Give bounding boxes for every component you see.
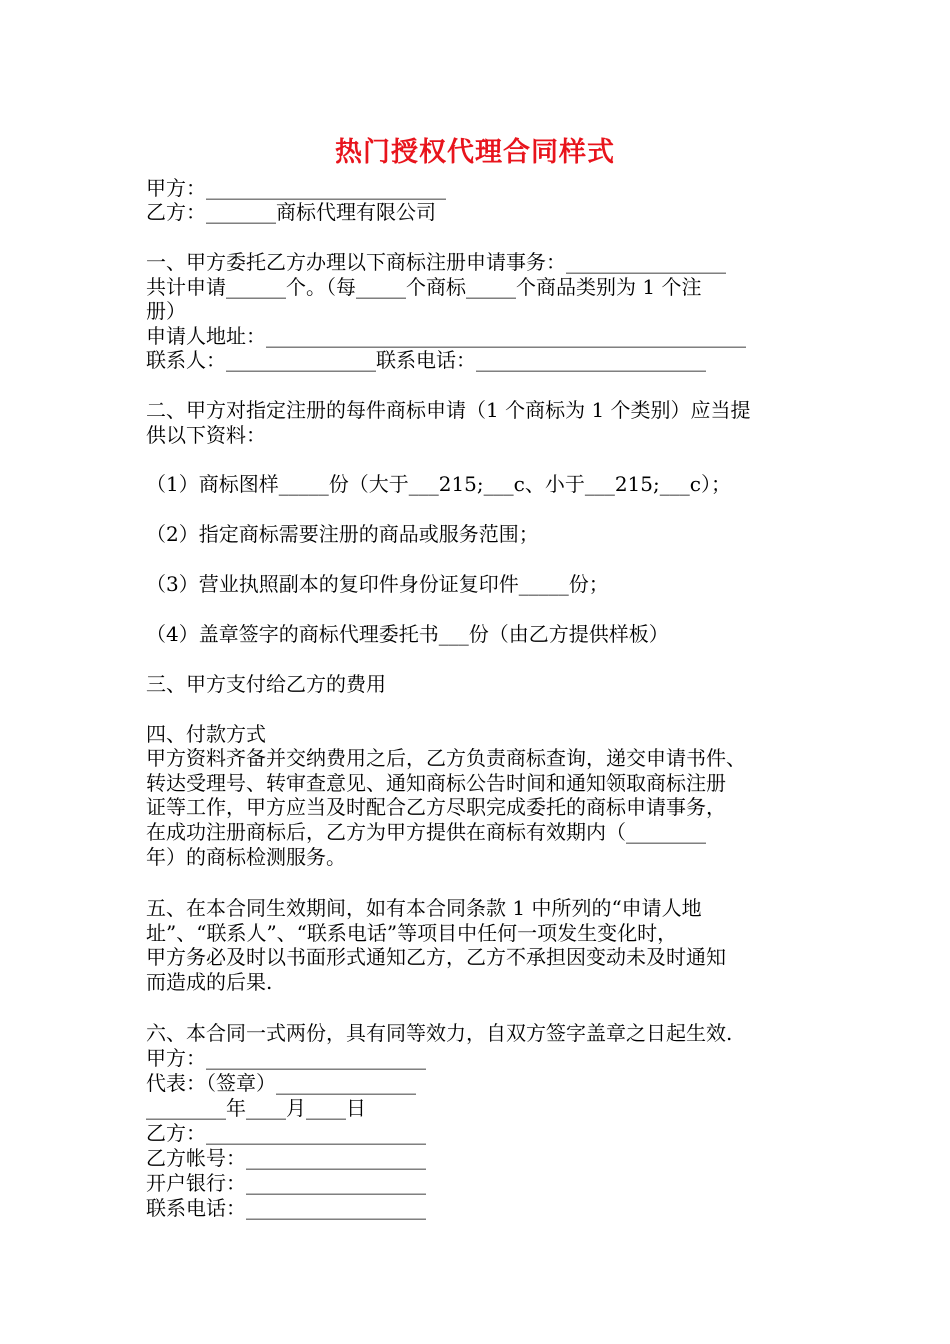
- party-b-account: 乙方帐号：__________________: [146, 1146, 426, 1170]
- signature-party-b: 乙方：______________________: [146, 1121, 426, 1145]
- applicant-address-line: 申请人地址：________________________________________________: [146, 324, 746, 348]
- clause-4-line-1: 甲方资料齐备并交纳费用之后，乙方负责商标查询，递交申请书件、: [146, 746, 746, 770]
- opening-bank: 开户银行：__________________: [146, 1171, 426, 1195]
- clause-5-line-3: 甲方务必及时以书面形式通知乙方，乙方不承担因变动未及时通知: [146, 945, 726, 969]
- material-item-2: （2）指定商标需要注册的商品或服务范围；: [146, 522, 539, 546]
- clause-1-line-1: 一、甲方委托乙方办理以下商标注册申请事务：________________: [146, 250, 726, 274]
- party-b-line: 乙方：_______商标代理有限公司: [146, 200, 436, 224]
- clause-4-line-3: 证等工作，甲方应当及时配合乙方尽职完成委托的商标申请事务，: [146, 795, 726, 819]
- clause-1-line-2: 共计申请______个。（每_____个商标_____个商品类别为 1 个注: [146, 275, 702, 299]
- signature-representative: 代表：（签章）______________: [146, 1071, 416, 1095]
- signature-party-a: 甲方：______________________: [146, 1046, 426, 1070]
- clause-6-line: 六、本合同一式两份，具有同等效力，自双方签字盖章之日起生效.: [146, 1021, 733, 1045]
- clause-5-line-2: 址”、“联系人”、“联系电话”等项目中任何一项发生变化时，: [146, 921, 678, 945]
- party-a-line: 甲方：________________________: [146, 176, 446, 200]
- clause-4-heading: 四、付款方式: [146, 722, 266, 746]
- clause-4-line-4: 在成功注册商标后，乙方为甲方提供在商标有效期内（________: [146, 820, 706, 844]
- document-title: 热门授权代理合同样式: [335, 137, 615, 168]
- clause-1-line-3: 册）: [146, 299, 186, 323]
- clause-3-heading: 三、甲方支付给乙方的费用: [146, 672, 386, 696]
- clause-5-line-4: 而造成的后果.: [146, 970, 273, 994]
- material-item-3: （3）营业执照副本的复印件身份证复印件_____份；: [146, 572, 609, 596]
- clause-5-line-1: 五、在本合同生效期间，如有本合同条款 1 中所列的“申请人地: [146, 896, 702, 920]
- signature-date: ________年____月____日: [146, 1096, 366, 1120]
- clause-4-line-5: 年）的商标检测服务。: [146, 845, 346, 869]
- material-item-1: （1）商标图样_____份（大于___215;___c、小于___215;___c）；: [146, 472, 731, 496]
- clause-2-line-1: 二、甲方对指定注册的每件商标申请（1 个商标为 1 个类别）应当提: [146, 398, 751, 422]
- clause-2-line-2: 供以下资料：: [146, 423, 266, 447]
- contact-phone: 联系电话：__________________: [146, 1196, 426, 1220]
- clause-4-line-2: 转达受理号、转审查意见、通知商标公告时间和通知领取商标注册: [146, 771, 726, 795]
- material-item-4: （4）盖章签字的商标代理委托书___份（由乙方提供样板）: [146, 622, 669, 646]
- contact-line: 联系人：_______________联系电话：_______________________: [146, 348, 706, 372]
